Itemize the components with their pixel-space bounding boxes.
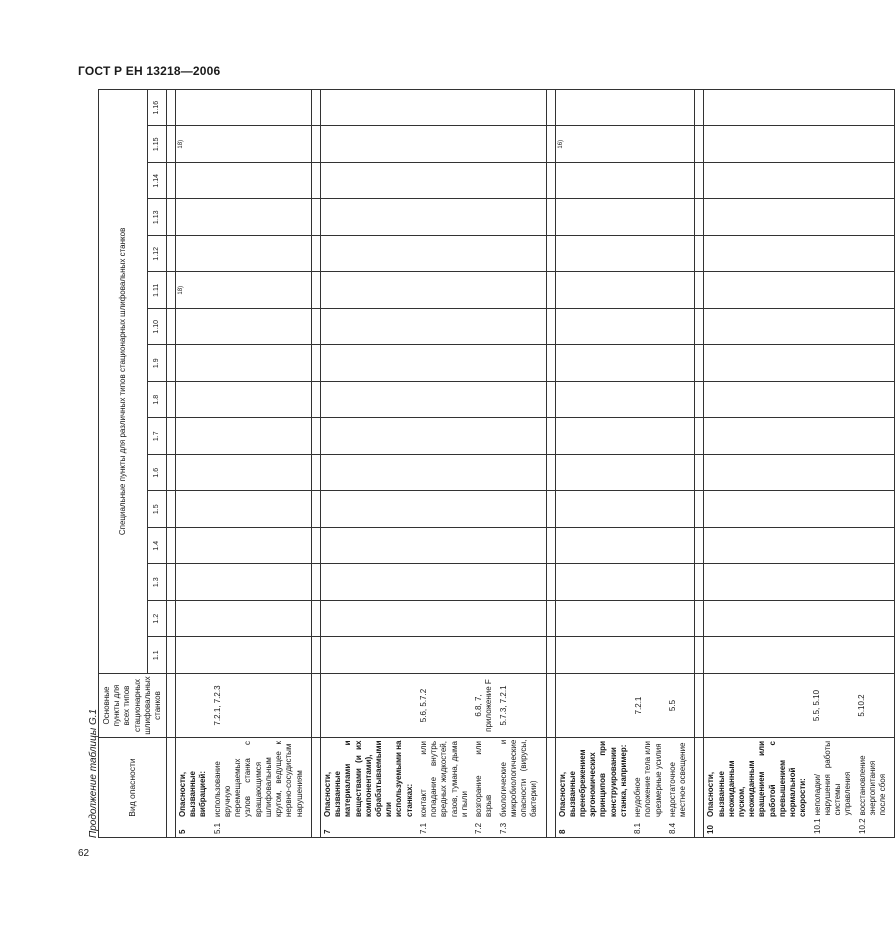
subcolumn-header: 1.11 xyxy=(148,272,167,309)
subcolumn-cell xyxy=(555,163,695,200)
spacer-cell xyxy=(546,199,555,236)
spacer-cell xyxy=(167,601,176,638)
row-number: 10.2 xyxy=(857,818,867,834)
spacer-cell xyxy=(695,601,704,638)
base-cell xyxy=(555,674,695,738)
subcolumn-cell xyxy=(320,163,546,200)
table-row xyxy=(555,89,695,837)
special-column-header: Специальные пункты для различных типов стационарных шлифовальных станков xyxy=(99,89,148,673)
subcolumn-cell xyxy=(176,272,312,309)
row-number: 10.1 xyxy=(812,818,822,834)
subcolumn-cell xyxy=(320,309,546,346)
row-text: возгорание или взрыв xyxy=(474,741,494,817)
footnote-ref: 16) xyxy=(557,139,564,149)
spacer-cell xyxy=(311,601,320,638)
subcolumn-cell xyxy=(320,89,546,126)
row-number: 8.1 xyxy=(633,822,643,834)
group-number: 7 xyxy=(322,829,332,834)
subcolumn-cell xyxy=(320,564,546,601)
table-row xyxy=(320,89,546,837)
subcolumn-cell xyxy=(320,455,546,492)
subcolumn-header: 1.7 xyxy=(148,418,167,455)
subcolumn-cell xyxy=(704,637,895,674)
spacer-cell xyxy=(311,491,320,528)
subcolumn-cell xyxy=(176,382,312,419)
view-column-header: Вид опасности xyxy=(99,738,167,838)
subcolumn-cell xyxy=(176,637,312,674)
spacer-cell xyxy=(546,674,555,738)
spacer-cell xyxy=(695,418,704,455)
group-number: 8 xyxy=(557,829,567,834)
spacer-cell xyxy=(546,418,555,455)
subcolumn-cell xyxy=(704,491,895,528)
spacer-cell xyxy=(311,199,320,236)
spacer-cell xyxy=(546,236,555,273)
spacer-cell xyxy=(167,418,176,455)
spacer-cell xyxy=(311,236,320,273)
subcolumn-cell xyxy=(704,382,895,419)
spacer-cell xyxy=(546,345,555,382)
base-clause: 7.2.1 xyxy=(633,696,643,715)
subcolumn-cell xyxy=(176,601,312,638)
subcolumn-cell xyxy=(704,163,895,200)
subcolumn-cell xyxy=(176,455,312,492)
spacer-cell xyxy=(546,382,555,419)
base-clause: 6.8, 7, приложение F xyxy=(473,679,494,732)
spacer-cell xyxy=(167,272,176,309)
spacer-cell xyxy=(311,455,320,492)
page-number: 62 xyxy=(78,848,90,859)
spacer-cell xyxy=(546,491,555,528)
row-text: контакт или попадание внутрь вредных жидкостей, газов, тумана, дыма и пыли xyxy=(418,741,469,817)
spacer-cell xyxy=(695,345,704,382)
subcolumn-header: 1.13 xyxy=(148,199,167,236)
subcolumn-cell xyxy=(555,345,695,382)
subcolumn-cell xyxy=(704,601,895,638)
spacer-cell xyxy=(695,738,704,838)
spacer-cell xyxy=(167,528,176,565)
subcolumn-header: 1.3 xyxy=(148,564,167,601)
view-cell xyxy=(704,738,895,838)
base-cell xyxy=(176,674,312,738)
subcolumn-header: 1.10 xyxy=(148,309,167,346)
row-number: 7.3 xyxy=(498,822,508,834)
subcolumn-cell xyxy=(320,345,546,382)
page-header: ГОСТ Р ЕН 13218—2006 xyxy=(78,64,221,78)
subcolumn-cell xyxy=(704,89,895,126)
subcolumn-cell xyxy=(704,236,895,273)
subcolumn-cell xyxy=(176,309,312,346)
group-title: Опасности, вызванные пренебрежением эргономических принципов при конструировании станка, например: xyxy=(557,741,628,817)
spacer-cell xyxy=(695,236,704,273)
group-number: 10 xyxy=(706,825,716,834)
subcolumn-cell xyxy=(176,163,312,200)
subcolumn-cell xyxy=(555,601,695,638)
subcolumn-cell xyxy=(320,199,546,236)
spacer-cell xyxy=(546,528,555,565)
spacer-cell xyxy=(695,309,704,346)
spacer-cell xyxy=(311,418,320,455)
row-number: 5.1 xyxy=(212,822,222,834)
subcolumn-cell xyxy=(704,455,895,492)
subcolumn-cell xyxy=(704,528,895,565)
subcolumn-cell xyxy=(320,601,546,638)
base-clause: 5.5, 5.10 xyxy=(812,689,822,722)
subcolumn-cell xyxy=(320,272,546,309)
table-row xyxy=(704,89,895,837)
spacer-cell xyxy=(695,89,704,126)
subcolumn-cell xyxy=(320,418,546,455)
row-text: восстановление энергопитания после сбоя xyxy=(857,755,888,816)
spacer-cell xyxy=(311,564,320,601)
spacer-cell xyxy=(546,738,555,838)
subcolumn-cell xyxy=(555,309,695,346)
base-clause: 5.6, 5.7.2 xyxy=(418,688,428,723)
subcolumn-cell xyxy=(555,199,695,236)
spacer-cell xyxy=(167,199,176,236)
spacer-cell xyxy=(546,126,555,163)
subcolumn-cell xyxy=(555,272,695,309)
subcolumn-cell xyxy=(176,199,312,236)
subcolumn-header: 1.9 xyxy=(148,345,167,382)
subcolumn-cell xyxy=(176,89,312,126)
spacer-cell xyxy=(311,674,320,738)
subcolumn-cell xyxy=(704,272,895,309)
spacer-cell xyxy=(695,528,704,565)
subcolumn-cell xyxy=(555,637,695,674)
subcolumn-cell xyxy=(555,236,695,273)
subcolumn-cell xyxy=(555,126,695,163)
group-title: Опасности, вызванные материалами и веществами (и их компонентами), обрабатываемыми или используемыми на станках: xyxy=(322,740,414,817)
subcolumn-cell xyxy=(555,89,695,126)
spacer-cell xyxy=(695,163,704,200)
subcolumn-cell xyxy=(555,564,695,601)
spacer-cell xyxy=(311,309,320,346)
subcolumn-cell xyxy=(555,418,695,455)
spacer-cell xyxy=(311,637,320,674)
footnote-ref: 18) xyxy=(178,285,184,295)
row-text: недостаточное местное освещение xyxy=(667,742,688,817)
spacer-cell xyxy=(167,564,176,601)
rotated-table-page xyxy=(84,90,888,838)
subcolumn-cell xyxy=(704,126,895,163)
table-row xyxy=(176,89,312,837)
row-text: неполадки/нарушения работы системы управления xyxy=(812,741,853,816)
subcolumn-header: 1.6 xyxy=(148,455,167,492)
subcolumn-header: 1.2 xyxy=(148,601,167,638)
base-clause: 5.10.2 xyxy=(857,694,867,717)
base-cell xyxy=(704,674,895,738)
base-clause: 5.7.3, 7.2.1 xyxy=(498,685,508,726)
row-number: 7.1 xyxy=(418,822,428,834)
subcolumn-header: 1.5 xyxy=(148,491,167,528)
subcolumn-cell xyxy=(704,418,895,455)
subcolumn-cell xyxy=(320,491,546,528)
spacer-cell xyxy=(546,309,555,346)
subcolumn-cell xyxy=(704,564,895,601)
spacer-cell xyxy=(695,637,704,674)
spacer-cell xyxy=(695,491,704,528)
spacer-cell xyxy=(546,163,555,200)
subcolumn-cell xyxy=(176,126,312,163)
view-cell xyxy=(176,738,312,838)
spacer-cell xyxy=(695,674,704,738)
spacer-cell xyxy=(695,382,704,419)
subcolumn-cell xyxy=(176,418,312,455)
spacer-cell xyxy=(311,163,320,200)
spacer-cell xyxy=(311,738,320,838)
table-caption: Продолжение таблицы G.1 xyxy=(88,708,99,838)
subcolumn-cell xyxy=(555,528,695,565)
row-text: биологические и микробиологические опасности (вирусы, бактерии) xyxy=(498,739,539,817)
base-clause: 5.5 xyxy=(667,699,677,712)
spacer-cell xyxy=(167,674,176,738)
spacer-cell xyxy=(167,345,176,382)
row-number: 7.2 xyxy=(474,822,484,834)
subcolumn-cell xyxy=(320,126,546,163)
subcolumn-cell xyxy=(555,491,695,528)
spacer-cell xyxy=(167,382,176,419)
subcolumn-cell xyxy=(176,345,312,382)
hazard-table xyxy=(98,89,895,838)
subcolumn-cell xyxy=(704,309,895,346)
spacer-cell xyxy=(167,163,176,200)
spacer-cell xyxy=(311,272,320,309)
subcolumn-cell xyxy=(320,637,546,674)
subcolumn-header: 1.1 xyxy=(148,637,167,674)
subcolumn-cell xyxy=(555,455,695,492)
subcolumn-cell xyxy=(555,382,695,419)
spacer-cell xyxy=(546,455,555,492)
spacer-cell xyxy=(546,637,555,674)
subcolumn-header: 1.14 xyxy=(148,163,167,200)
spacer-cell xyxy=(167,738,176,838)
subcolumn-cell xyxy=(320,382,546,419)
subcolumn-header: 1.4 xyxy=(148,528,167,565)
spacer-cell xyxy=(546,601,555,638)
spacer-cell xyxy=(167,455,176,492)
spacer-cell xyxy=(695,126,704,163)
subcolumn-cell xyxy=(176,236,312,273)
spacer-cell xyxy=(546,89,555,126)
base-cell xyxy=(320,674,546,738)
spacer-cell xyxy=(311,126,320,163)
group-number: 5 xyxy=(178,829,187,834)
row-text: неудобное положение тела или чрезмерные усилия xyxy=(633,741,663,817)
spacer-cell xyxy=(167,89,176,126)
spacer-cell xyxy=(167,126,176,163)
spacer-cell xyxy=(695,199,704,236)
subcolumn-cell xyxy=(320,528,546,565)
base-column-header: Основные пункты для всех типов стационарных шлифовальных станков xyxy=(99,674,167,738)
row-text: использование вручную перемещаемых узлов станка с вращающимся шлифовальным кругом, ведущее к нервно-сосудистым нарушениям xyxy=(212,741,304,817)
group-title: Опасности, вызванные вибрацией: xyxy=(178,771,208,817)
spacer-cell xyxy=(695,455,704,492)
spacer-cell xyxy=(167,236,176,273)
view-cell xyxy=(555,738,695,838)
view-cell xyxy=(320,738,546,838)
subcolumn-header: 1.12 xyxy=(148,236,167,273)
subcolumn-cell xyxy=(704,345,895,382)
spacer-cell xyxy=(546,272,555,309)
subcolumn-cell xyxy=(176,491,312,528)
subcolumn-header: 1.16 xyxy=(148,89,167,126)
spacer-cell xyxy=(311,528,320,565)
row-number: 8.4 xyxy=(667,822,677,834)
spacer-cell xyxy=(311,89,320,126)
spacer-cell xyxy=(167,491,176,528)
spacer-cell xyxy=(167,637,176,674)
footnote-ref: 18) xyxy=(178,139,184,149)
subcolumn-cell xyxy=(176,528,312,565)
spacer-cell xyxy=(695,564,704,601)
spacer-cell xyxy=(546,564,555,601)
spacer-cell xyxy=(695,272,704,309)
base-clause: 7.2.1, 7.2.3 xyxy=(213,685,222,726)
spacer-cell xyxy=(311,382,320,419)
group-title: Опасности, вызванные неожиданным пуском, неожиданным вращением или работой с превышением нормальной скорости: xyxy=(706,741,808,817)
subcolumn-cell xyxy=(320,236,546,273)
subcolumn-header: 1.15 xyxy=(148,126,167,163)
subcolumn-cell xyxy=(704,199,895,236)
subcolumn-cell xyxy=(176,564,312,601)
spacer-cell xyxy=(167,309,176,346)
spacer-cell xyxy=(311,345,320,382)
subcolumn-header: 1.8 xyxy=(148,382,167,419)
